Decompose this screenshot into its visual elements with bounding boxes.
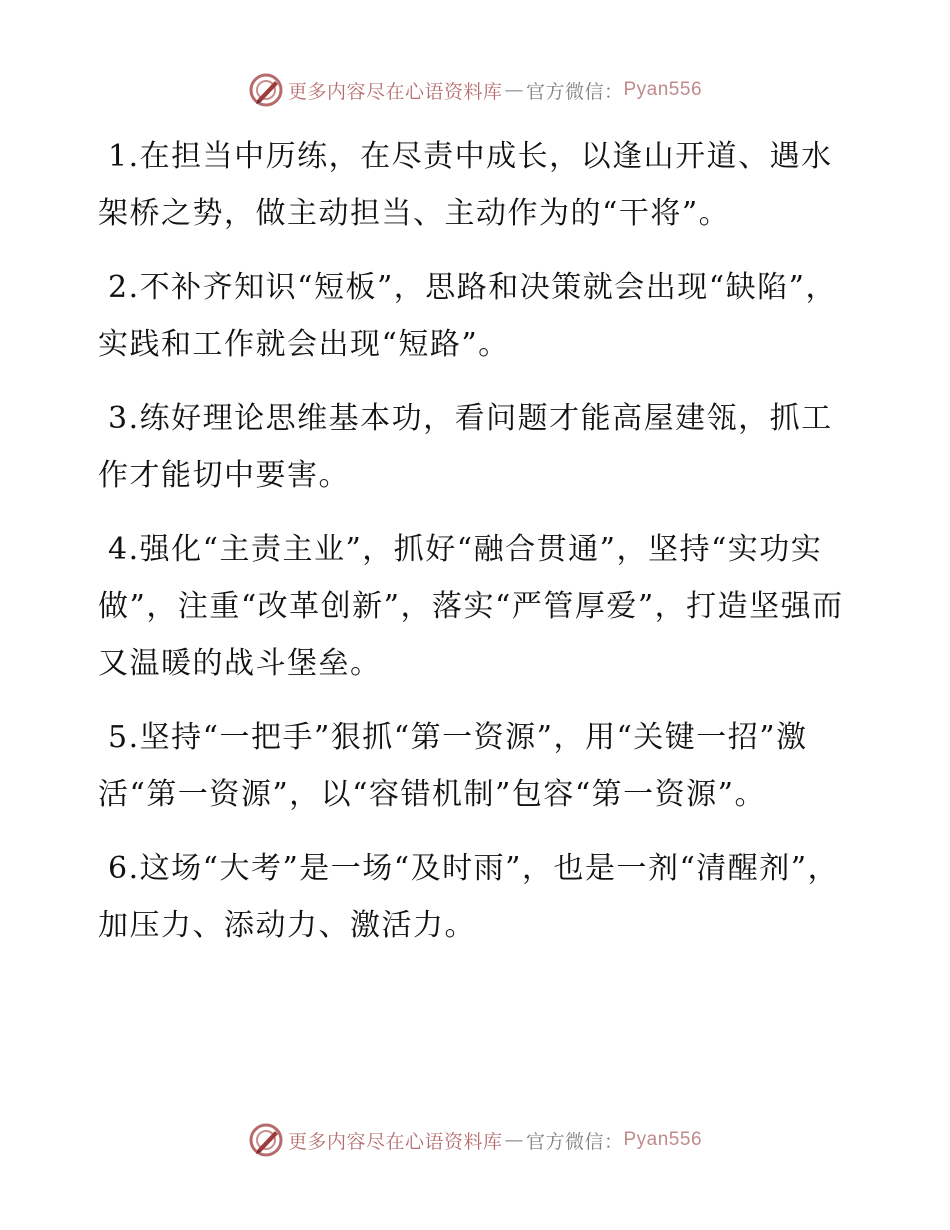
watermark-label: 官方微信： [525,80,624,103]
footer-watermark [0,1120,950,1160]
paragraph-text: 坚持“一把手”狠抓“第一资源”，用“关键一招”激活“第一资源”，以“容错机制”包容“第一资源”。 [98,720,808,812]
paragraph-text: 这场“大考”是一场“及时雨”，也是一剂“清醒剂”，加压力、添动力、激活力。 [98,851,840,943]
paragraph-text: 在担当中历练，在尽责中成长，以逢山开道、遇水架桥之势，做主动担当、主动作为的“干将”。 [98,139,833,231]
paragraph-number: 4. [108,532,140,567]
paragraph-2 [98,259,858,373]
pen-logo-icon [248,72,284,108]
watermark-label: 官方微信： [525,1130,624,1153]
paragraph-text: 不补齐知识“短板”，思路和决策就会出现“缺陷”，实践和工作就会出现“短路”。 [98,270,837,362]
watermark-wechat-id: Pyan556 [623,1129,703,1150]
watermark-site-text: 更多内容尽在心语资料库 [287,80,503,103]
paragraph-1 [98,128,858,242]
paragraph-number: 2. [108,270,140,305]
paragraph-3 [98,390,858,504]
watermark-separator: — [504,79,524,101]
document-body [98,128,858,971]
paragraph-4 [98,521,858,692]
watermark-wechat-id: Pyan556 [623,79,703,100]
paragraph-number: 3. [108,401,140,436]
watermark-separator: — [504,1129,524,1151]
paragraph-6 [98,840,858,954]
paragraph-number: 6. [108,851,140,886]
paragraph-number: 1. [108,139,140,174]
paragraph-number: 5. [108,720,140,755]
paragraph-text: 强化“主责主业”，抓好“融合贯通”，坚持“实功实做”，注重“改革创新”，落实“严管厚爱”，打造坚强而又温暖的战斗堡垒。 [98,532,844,681]
paragraph-5 [98,709,858,823]
header-watermark [0,70,950,110]
pen-logo-icon [248,1122,284,1158]
watermark-site-text: 更多内容尽在心语资料库 [287,1130,503,1153]
paragraph-text: 练好理论思维基本功，看问题才能高屋建瓴，抓工作才能切中要害。 [98,401,833,493]
